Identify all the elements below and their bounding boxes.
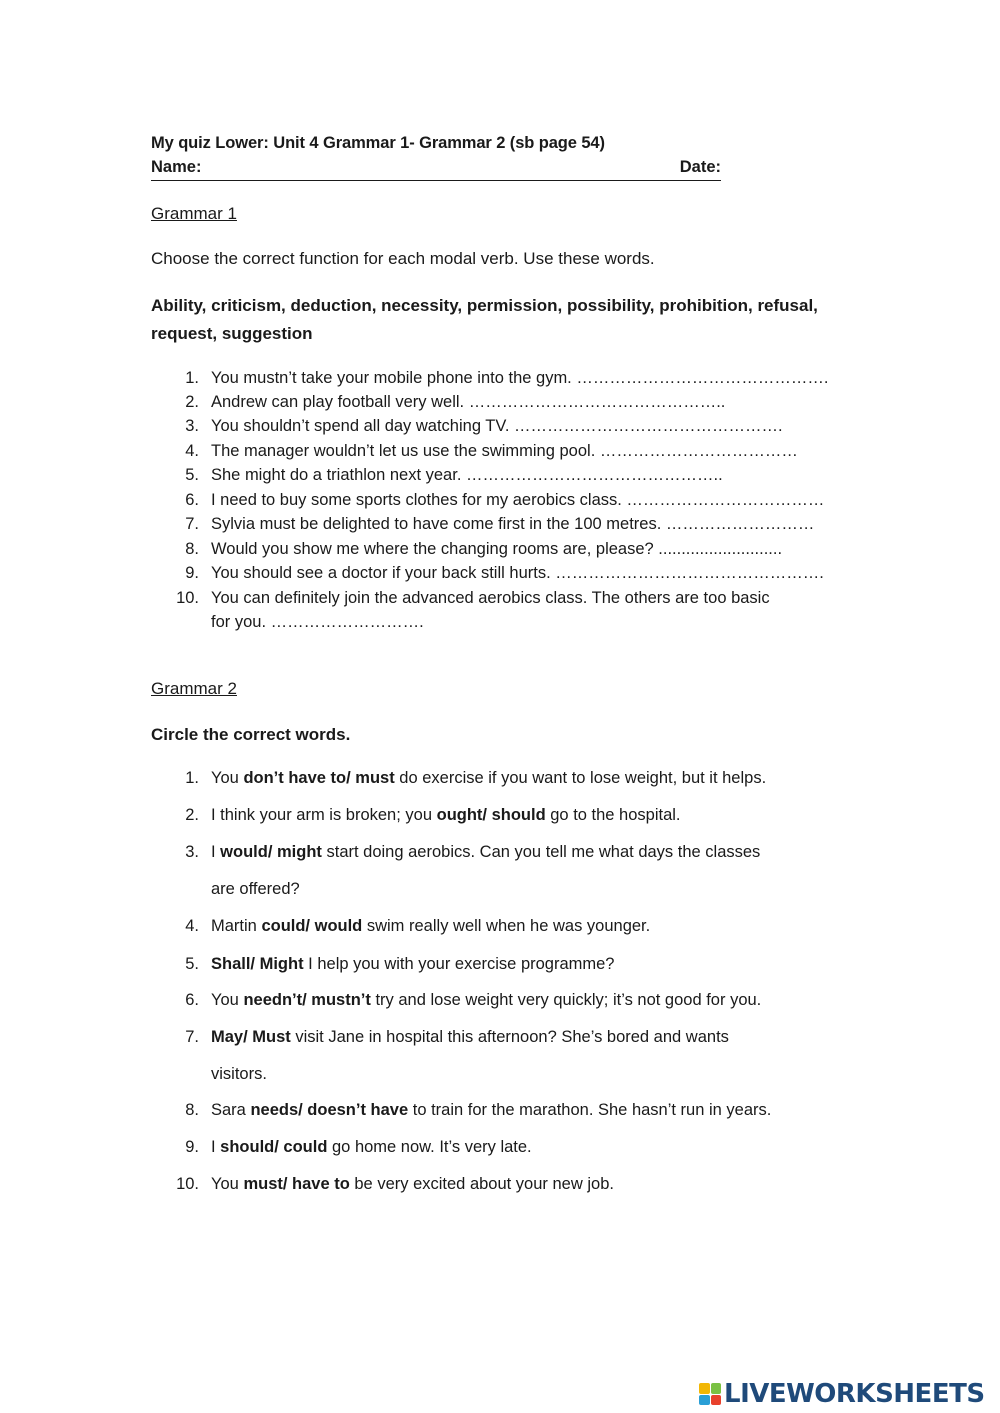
item-text: You shouldn’t spend all day watching TV. …………………………………………. — [211, 417, 783, 435]
answer-choices[interactable]: May/ Must — [211, 1028, 291, 1046]
item-text: I think your arm is broken; you ought/ should go to the hospital. — [211, 806, 681, 824]
item-text: You mustn’t take your mobile phone into the gym. ………………………………………. — [211, 369, 829, 387]
liveworksheets-logo[interactable] — [699, 1378, 985, 1410]
item-number: 1. — [185, 769, 199, 787]
item-text: for you. ………………………. — [211, 613, 424, 631]
answer-choices[interactable]: should/ could — [220, 1138, 328, 1156]
item-text: You must/ have to be very excited about your new job. — [211, 1175, 614, 1193]
answer-choices[interactable]: needn’t/ mustn’t — [243, 991, 371, 1009]
answer-choices[interactable]: Shall/ Might — [211, 955, 304, 973]
item-text: Andrew can play football very well. ……………………………………….. — [211, 393, 726, 411]
item-number: 6. — [185, 491, 199, 509]
name-label: Name: — [151, 158, 202, 176]
item-number: 2. — [185, 806, 199, 824]
item-number: 7. — [185, 1028, 199, 1046]
answer-choices[interactable]: ought/ should — [436, 806, 546, 824]
item-number: 3. — [185, 843, 199, 861]
item-number: 10. — [176, 589, 199, 607]
answer-choices[interactable]: would/ might — [220, 843, 322, 861]
grammar1-heading: Grammar 1 — [151, 204, 237, 223]
liveworksheets-logo-icon — [699, 1383, 721, 1405]
item-number: 9. — [185, 564, 199, 582]
item-text: I would/ might start doing aerobics. Can you tell me what days the classes — [211, 843, 761, 861]
item-text: Martin could/ would swim really well when he was younger. — [211, 917, 651, 935]
item-number: 7. — [185, 515, 199, 533]
answer-choices[interactable]: needs/ doesn’t have — [250, 1101, 409, 1119]
item-text: You needn’t/ mustn’t try and lose weight very quickly; it’s not good for you. — [211, 991, 762, 1009]
item-text: The manager wouldn’t let us use the swimming pool. ……………………………… — [211, 442, 798, 460]
item-text: I should/ could go home now. It’s very late. — [211, 1138, 532, 1156]
item-number: 5. — [185, 955, 199, 973]
item-number: 4. — [185, 917, 199, 935]
item-number: 6. — [185, 991, 199, 1009]
item-text: Would you show me where the changing rooms are, please? ........................... — [211, 540, 783, 558]
answer-choices[interactable]: must/ have to — [243, 1175, 350, 1193]
word-list: Ability, criticism, deduction, necessity, permission, possibility, prohibition, refusal, request, suggestion — [151, 296, 818, 343]
item-text: Sylvia must be delighted to have come first in the 100 metres. ……………………… — [211, 515, 815, 533]
item-text: are offered? — [211, 880, 300, 898]
item-text: visitors. — [211, 1065, 267, 1083]
item-number: 5. — [185, 466, 199, 484]
item-number: 4. — [185, 442, 199, 460]
item-number: 10. — [176, 1175, 199, 1193]
item-number: 9. — [185, 1138, 199, 1156]
item-text: May/ Must visit Jane in hospital this afternoon? She’s bored and wants — [211, 1028, 729, 1046]
name-date-line — [151, 158, 721, 181]
grammar2-heading: Grammar 2 — [151, 679, 237, 698]
item-text: I need to buy some sports clothes for my aerobics class. ……………………………… — [211, 491, 825, 509]
page-title: My quiz Lower: Unit 4 Grammar 1- Grammar 2 (sb page 54) — [151, 134, 605, 152]
item-text: You should see a doctor if your back still hurts. …………………………………………. — [211, 564, 824, 582]
item-number: 8. — [185, 1101, 199, 1119]
item-number: 8. — [185, 540, 199, 558]
answer-choices[interactable]: could/ would — [261, 917, 363, 935]
grammar1-instruction: Choose the correct function for each modal verb. Use these words. — [151, 249, 655, 268]
answer-choices[interactable]: don’t have to/ must — [243, 769, 395, 787]
grammar2-instruction: Circle the correct words. — [151, 725, 351, 744]
item-text: You can definitely join the advanced aerobics class. The others are too basic — [211, 589, 770, 607]
item-text: She might do a triathlon next year. ……………………………………….. — [211, 466, 723, 484]
date-label: Date: — [679, 158, 721, 176]
item-number: 3. — [185, 417, 199, 435]
item-number: 2. — [185, 393, 199, 411]
item-number: 1. — [185, 369, 199, 387]
item-text: Shall/ Might I help you with your exercise programme? — [211, 955, 615, 973]
item-text: Sara needs/ doesn’t have to train for the marathon. She hasn’t run in years. — [211, 1101, 772, 1119]
item-text: You don’t have to/ must do exercise if you want to lose weight, but it helps. — [211, 769, 767, 787]
logo-text: LIVEWORKSHEETS — [724, 1379, 985, 1409]
